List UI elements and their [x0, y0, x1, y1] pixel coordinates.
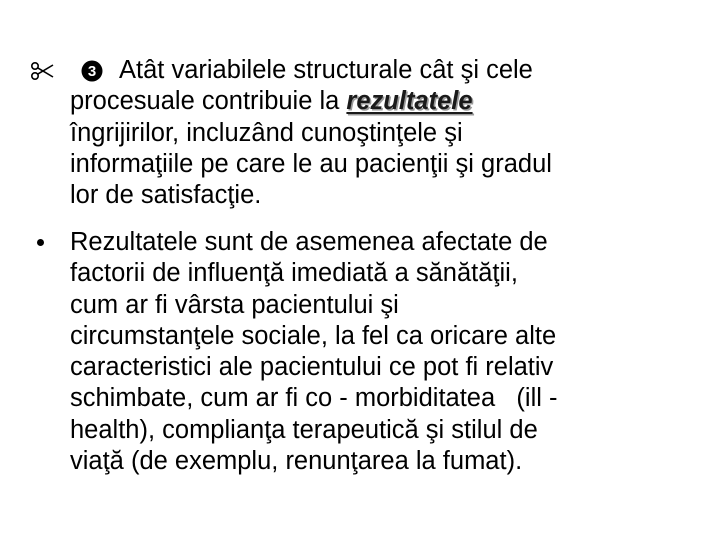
paragraph-2-line-3-text: cum ar fi vârsta pacientului şi	[70, 290, 399, 319]
paragraph-2-line-4-text: circumstanţele sociale, la fel ca oricare alte	[70, 321, 557, 350]
paragraph-2-line-7	[30, 415, 695, 446]
paragraph-2-line-5-text: caracteristici ale pacientului ce pot fi relativ	[70, 353, 554, 382]
bullet-paragraph-2	[30, 227, 695, 477]
paragraph-1-line-4-text: informaţiile pe care le au pacienţii şi gradul	[70, 149, 552, 178]
paragraph-1-line-1-text: Atât variabilele structurale cât şi cele	[119, 56, 533, 84]
paragraph-1-line-3	[30, 118, 695, 149]
paragraph-2-line-8	[30, 446, 695, 477]
paragraph-2-line-6-text: schimbate, cum ar fi co - morbiditatea (ill -	[70, 384, 558, 413]
paragraph-2-line-1-text: Rezultatele sunt de asemenea afectate de	[70, 228, 548, 256]
paragraph-2-line-2-text: factorii de influenţă imediată a sănătăţii,	[70, 259, 518, 288]
paragraph-1-line-4	[30, 149, 695, 180]
bullet-icon	[30, 227, 70, 258]
bullet-paragraph-1	[30, 55, 695, 211]
paragraph-1-line-2	[30, 86, 695, 117]
svg-text:3: 3	[87, 63, 97, 80]
paragraph-2-line-8-text: viaţă (de exemplu, renunţarea la fumat).	[70, 447, 523, 476]
paragraph-1-line-5	[30, 180, 695, 211]
paragraph-2-line-5	[30, 352, 695, 383]
paragraph-2-line-2	[30, 258, 695, 289]
paragraph-1-line-1	[30, 55, 695, 86]
paragraph-2-line-6	[30, 383, 695, 414]
paragraph-1-line-5-text: lor de satisfacţie.	[70, 181, 262, 210]
paragraph-2-line-4	[30, 321, 695, 352]
paragraph-1-line-2-text: procesuale contribuie la	[70, 87, 347, 116]
paragraph-1-line-3-text: îngrijirilor, incluzând cunoştinţele şi	[70, 118, 463, 147]
paragraph-2-line-1	[30, 227, 695, 258]
paragraph-2-line-7-text: health), complianţa terapeutică şi stilul de	[70, 415, 538, 444]
paragraph-2-line-3	[30, 290, 695, 321]
emphasized-term: rezultatele	[346, 87, 473, 116]
